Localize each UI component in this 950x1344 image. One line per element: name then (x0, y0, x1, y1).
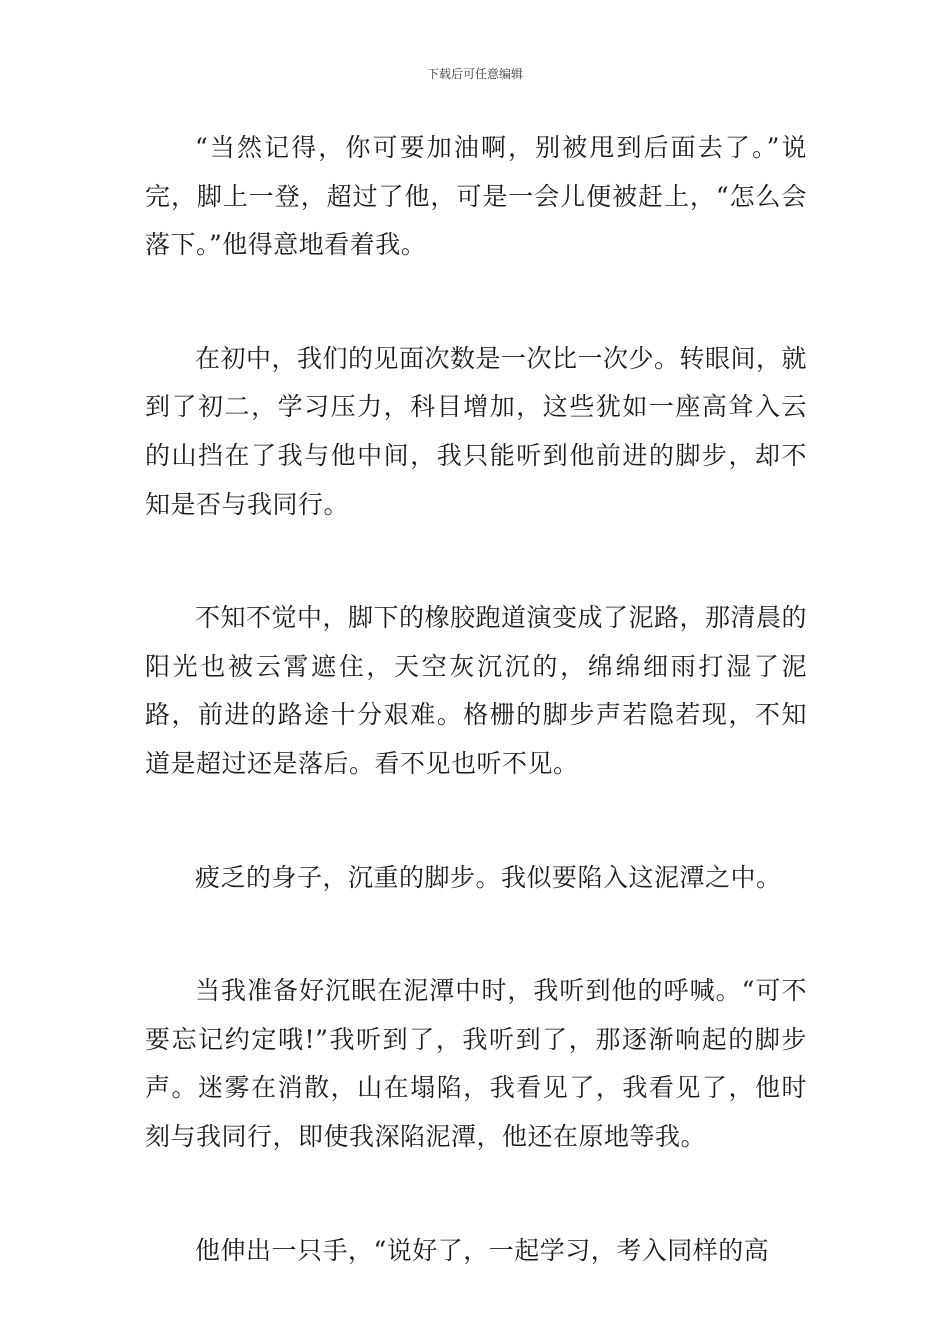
paragraph-gap (145, 789, 807, 854)
page-header-note: 下载后可任意编辑 (426, 67, 523, 81)
paragraph-4: 疲乏的身子，沉重的脚步。我似要陷入这泥潭之中。 (195, 862, 782, 892)
paragraph-6: 他伸出一只手，“说好了，一起学习，考入同样的高 (195, 1235, 770, 1265)
paragraph-gap (145, 270, 807, 335)
paragraph-2: 在初中，我们的见面次数是一次比一次少。转眼间，就到了初二，学习压力，科目增加，这些犹如一座高耸入云的山挡在了我与他中间，我只能听到他前进的脚步，却不知是否与我同行。 (145, 343, 808, 519)
paragraph-gap (145, 529, 807, 594)
paragraph-3: 不知不觉中，脚下的橡胶跑道演变成了泥路，那清晨的阳光也被云霄遮住，天空灰沉沉的，绵绵细雨打湿了泥路，前进的路途十分艰难。格栅的脚步声若隐若现，不知道是超过还是落后。看不见也听不见。 (145, 603, 808, 778)
paragraph-1: “当然记得，你可要加油啊，别被甩到后面去了。”说完，脚上一登，超过了他，可是一会儿便被赶上，“怎么会落下。”他得意地看着我。 (145, 133, 807, 260)
paragraph-gap (145, 902, 807, 967)
document-body (145, 124, 807, 1275)
paragraph-5: 当我准备好沉眠在泥潭中时，我听到他的呼喊。“可不要忘记约定哦!”我听到了，我听到了，那逐渐响起的脚步声。迷雾在消散，山在塌陷，我看见了，我看见了，他时刻与我同行，即使我深陷泥潭，他还在原地等我。 (145, 976, 807, 1151)
paragraph-gap (145, 1162, 807, 1227)
